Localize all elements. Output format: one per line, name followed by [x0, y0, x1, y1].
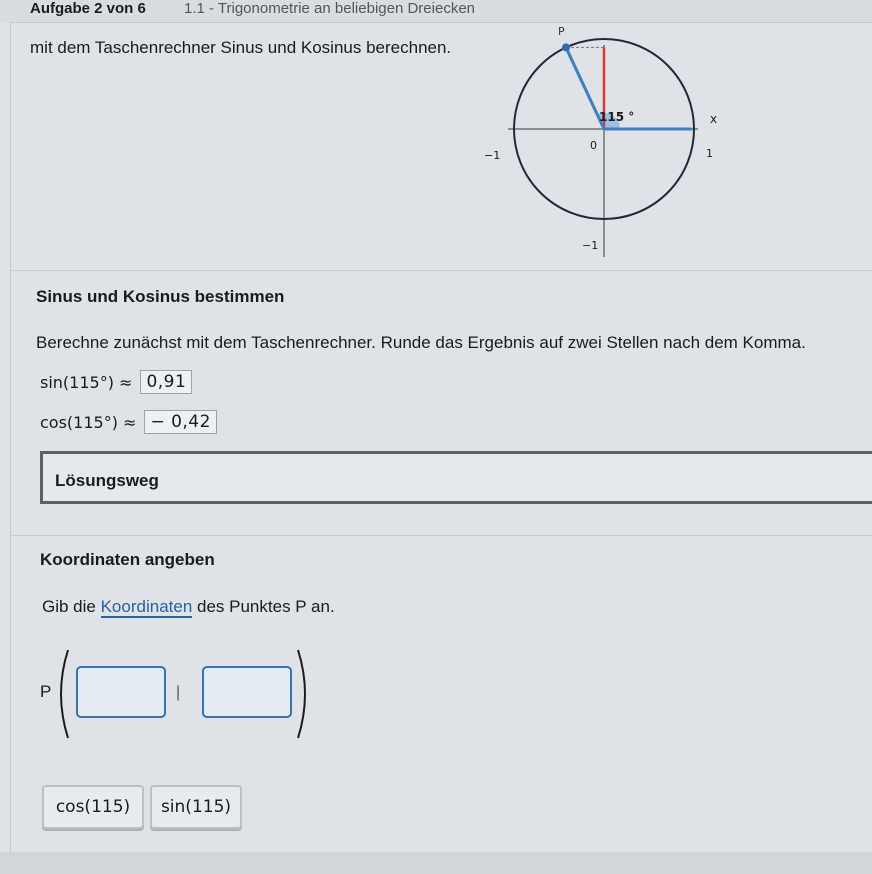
task-counter: Aufgabe 2 von 6: [30, 0, 146, 17]
left-border: [10, 22, 11, 852]
lesson-title: 1.1 - Trigonometrie an beliebigen Dreiecken: [184, 0, 475, 17]
x-axis-label: x: [710, 112, 718, 126]
cos-answer-box[interactable]: − 0,42: [144, 410, 217, 434]
solution-label: Lösungsweg: [55, 471, 159, 490]
point-p-label: P: [558, 25, 565, 38]
sin-answer-box[interactable]: 0,91: [140, 370, 192, 394]
sin-115-chip[interactable]: sin(115): [150, 785, 242, 829]
header-bar: [0, 0, 872, 22]
section-title-sinus-kosinus: Sinus und Kosinus bestimmen: [36, 287, 285, 306]
koordinaten-link[interactable]: Koordinaten: [100, 597, 193, 616]
angle-label: 115 °: [599, 110, 635, 124]
desc-text-after: des Punktes P an.: [192, 597, 335, 616]
section2-description: [42, 597, 335, 617]
coordinate-separator: |: [176, 684, 181, 701]
intro-text: mit dem Taschenrechner Sinus und Kosinus berechnen.: [30, 38, 452, 57]
x-coordinate-input[interactable]: [76, 666, 166, 718]
footer-bar: [0, 852, 872, 874]
right-paren-icon: [294, 648, 314, 740]
y-coordinate-input[interactable]: [202, 666, 292, 718]
x-pos-label: 1: [706, 147, 713, 160]
solution-toggle[interactable]: [40, 451, 872, 504]
section-title-koordinaten: Koordinaten angeben: [40, 550, 215, 569]
point-p: [562, 43, 570, 51]
equation-sin: [40, 370, 192, 394]
equation-sin-label: sin(115°) ≈: [40, 372, 133, 392]
unit-circle-figure: [470, 25, 730, 265]
equation-cos: [40, 410, 217, 434]
left-paren-icon: [52, 648, 72, 740]
origin-label: 0: [590, 139, 597, 152]
divider: [10, 535, 872, 536]
point-name-label: P: [40, 682, 52, 701]
coordinate-input-group: [40, 640, 320, 740]
x-neg-label: −1: [484, 149, 501, 162]
divider: [10, 22, 872, 23]
section-description: Berechne zunächst mit dem Taschenrechner. Runde das Ergebnis auf zwei Stellen nach dem Komma.: [36, 333, 806, 352]
equation-cos-label: cos(115°) ≈: [40, 412, 137, 432]
y-neg-label: −1: [582, 239, 599, 252]
desc-text-before: Gib die: [42, 597, 101, 616]
divider: [10, 270, 872, 271]
cos-115-chip[interactable]: cos(115): [42, 785, 144, 829]
